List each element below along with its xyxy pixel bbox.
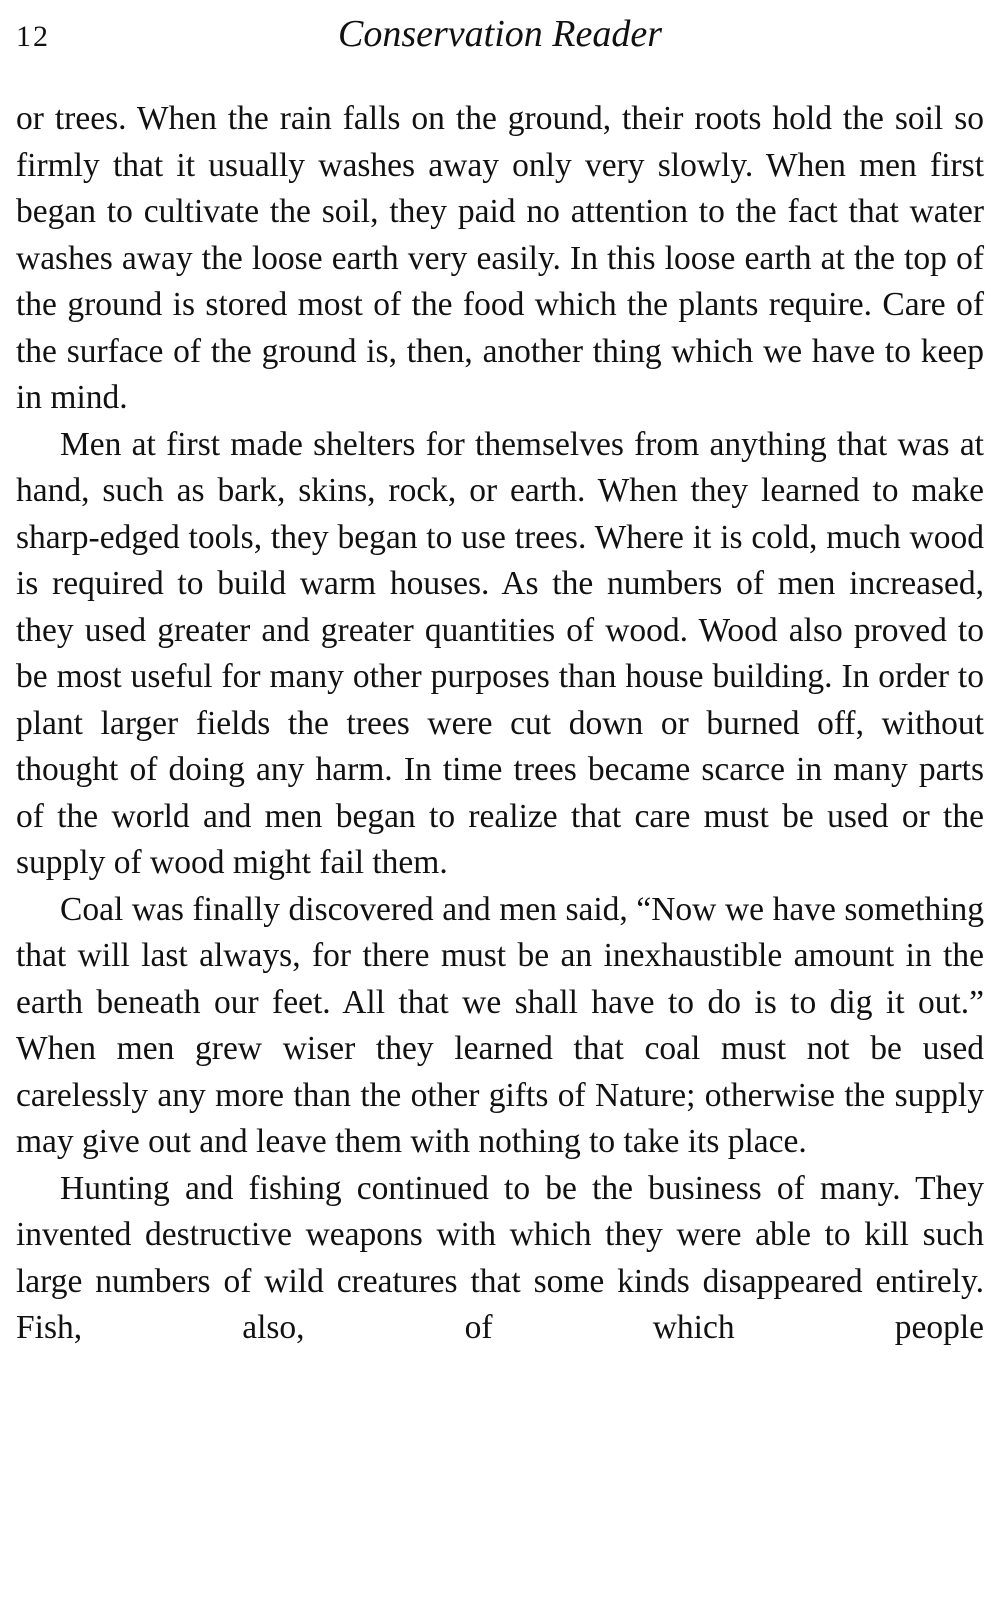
running-head	[16, 0, 984, 80]
book-page	[16, 0, 984, 1601]
body-text	[16, 96, 984, 1352]
page-number: 12	[16, 20, 50, 53]
paragraph-coal: Coal was finally discovered and men said, “Now we have something that will last always, for there must be an inexhaustible amount in the earth beneath our feet. All that we shall have to do is to dig it out.” When men grew wiser they learned that coal must not be used carelessly any more than the other gifts of Nature; otherwise the supply may give out and leave them with nothing to take its place.	[16, 890, 984, 1160]
paragraph-shelters: Men at first made shelters for themselves from anything that was at hand, such as bark, skins, rock, or earth. When they learned to make sharp-edged tools, they began to use trees. Where it is cold, much wood is required to build warm houses. As the numbers of men increased, they used greater and greater quantities of wood. Wood also proved to be most useful for many other purposes than house building. In order to plant larger fields the trees were cut down or burned off, without thought of doing any harm. In time trees became scarce in many parts of the world and men began to realize that care must be used or the supply of wood might fail them.	[16, 425, 984, 881]
book-title: Conservation Reader	[337, 13, 662, 55]
paragraph-continued: or trees. When the rain falls on the ground, their roots hold the soil so firmly that it usually washes away only very slowly. When men first began to cultivate the soil, they paid no attention to the fact that water washes away the loose earth very easily. In this loose earth at the top of the ground is stored most of the food which the plants require. Care of the surface of the ground is, then, another thing which we have to keep in mind.	[16, 100, 984, 416]
paragraph-hunting: Hunting and fishing continued to be the business of many. They invented destructive weapons with which they were able to kill such large numbers of wild creatures that some kinds disappeared entirely. Fish, also, of which people	[16, 1169, 984, 1346]
